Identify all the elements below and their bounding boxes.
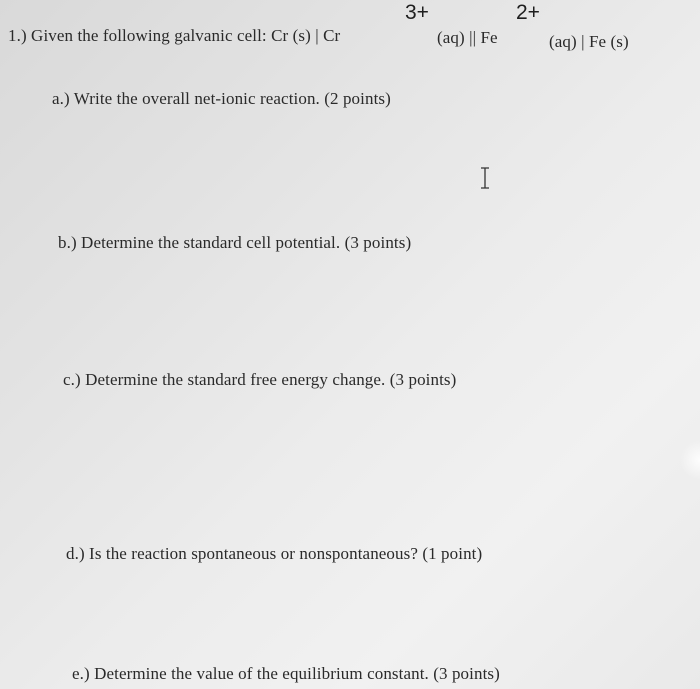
part-a: a.) Write the overall net-ionic reaction. (2 points) xyxy=(52,89,391,108)
fe-charge-superscript: 2+ xyxy=(516,1,540,24)
part-c: c.) Determine the standard free energy change. (3 points) xyxy=(63,370,457,389)
question-intro: 1.) Given the following galvanic cell: Cr (s) | Cr xyxy=(8,26,341,45)
cr-charge-superscript: 3+ xyxy=(405,1,429,24)
question-end: (aq) | Fe (s) xyxy=(549,32,629,51)
part-d: d.) Is the reaction spontaneous or nonspontaneous? (1 point) xyxy=(66,544,483,563)
part-e: e.) Determine the value of the equilibrium constant. (3 points) xyxy=(72,664,500,683)
question-mid: (aq) || Fe xyxy=(437,28,498,47)
part-b: b.) Determine the standard cell potential. (3 points) xyxy=(58,233,412,252)
light-glare xyxy=(680,440,700,480)
text-cursor-icon xyxy=(480,167,490,189)
